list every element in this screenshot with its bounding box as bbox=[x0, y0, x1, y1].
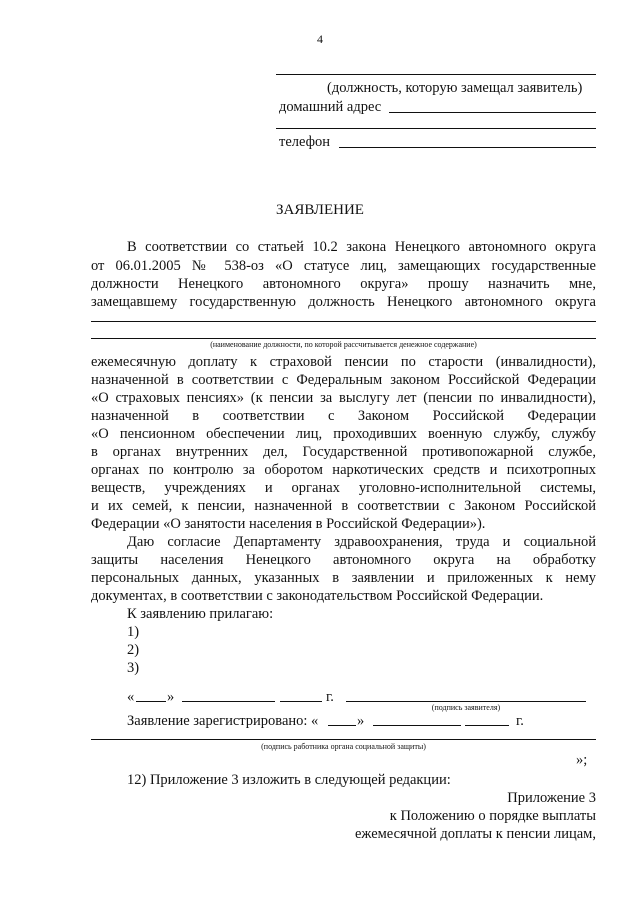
registered-year-line bbox=[465, 725, 509, 726]
intro-line-4: замещавшему государственную должность Ненецкого автономного округа bbox=[91, 294, 596, 310]
registered-day-line bbox=[328, 725, 356, 726]
body-line-9: и их семей, к пенсии, назначенной в соответствии с Законом Российской bbox=[91, 498, 596, 514]
appendix-title: Приложение 3 bbox=[507, 790, 596, 806]
position-name-line-1 bbox=[91, 321, 596, 322]
registered-year-suffix: г. bbox=[516, 713, 524, 729]
position-line bbox=[276, 74, 596, 75]
body-line-5: «О пенсионном обеспечении лиц, проходивших военную службу, службу bbox=[91, 426, 596, 442]
body-line-4: назначенной в соответствии с Законом Российской Федерации bbox=[91, 408, 596, 424]
appendix-line-1: к Положению о порядке выплаты bbox=[389, 808, 596, 824]
closing-mark: »; bbox=[576, 752, 588, 768]
body-line-8: веществ, учреждениях и органах уголовно-исполнительной системы, bbox=[91, 480, 596, 496]
phone-label: телефон bbox=[279, 134, 331, 150]
attach-item-3: 3) bbox=[127, 660, 140, 676]
registered-close-quote: » bbox=[357, 713, 365, 729]
applicant-signature-line bbox=[346, 701, 586, 702]
position-name-line-2 bbox=[91, 338, 596, 339]
address-line bbox=[389, 112, 596, 113]
date-open-quote: « bbox=[127, 689, 135, 705]
intro-line-1: В соответствии со статьей 10.2 закона Ненецкого автономного округа bbox=[127, 239, 596, 255]
position-note: (наименование должности, по которой рассчитывается денежное содержание) bbox=[210, 340, 477, 349]
address-line-2 bbox=[276, 128, 596, 129]
registered-label: Заявление зарегистрировано: « bbox=[127, 713, 319, 729]
consent-line-2: защиты населения Ненецкого автономного округа на обработку bbox=[91, 552, 596, 568]
attach-label: К заявлению прилагаю: bbox=[127, 606, 274, 622]
body-line-7: органах по контролю за оборотом наркотических средств и психотропных bbox=[91, 462, 596, 478]
body-line-3: «О страховых пенсиях» (к пенсии за выслугу лет (пенсии по инвалидности), bbox=[91, 390, 596, 406]
month-line bbox=[182, 701, 275, 702]
address-label: домашний адрес bbox=[279, 99, 382, 115]
day-line bbox=[136, 701, 166, 702]
amendment-text: 12) Приложение 3 изложить в следующей редакции: bbox=[127, 772, 451, 788]
position-caption: (должность, которую замещал заявитель) bbox=[327, 80, 583, 96]
body-line-10: Федерации «О занятости населения в Российской Федерации»). bbox=[91, 516, 486, 532]
body-line-2: назначенной в соответствии с Федеральным законом Российской Федерации bbox=[91, 372, 596, 388]
registered-month-line bbox=[373, 725, 461, 726]
body-line-6: в органах внутренних дел, Государственной противопожарной службе, bbox=[91, 444, 596, 460]
document-title: ЗАЯВЛЕНИЕ bbox=[276, 202, 364, 218]
appendix-line-2: ежемесячной доплаты к пенсии лицам, bbox=[354, 826, 596, 842]
date-year-suffix: г. bbox=[326, 689, 334, 705]
attach-item-1: 1) bbox=[127, 624, 140, 640]
signature-caption: (подпись заявителя) bbox=[431, 703, 501, 712]
year-line bbox=[280, 701, 322, 702]
page-number: 4 bbox=[317, 32, 323, 46]
worker-caption: (подпись работника органа социальной защиты) bbox=[261, 742, 426, 751]
intro-line-2: от 06.01.2005 № 538-оз «О статусе лиц, замещающих государственные bbox=[91, 258, 596, 274]
phone-line bbox=[339, 147, 596, 148]
worker-signature-line bbox=[91, 739, 596, 740]
consent-line-4: документах, в соответствии с законодательством Российской Федерации. bbox=[91, 588, 544, 604]
consent-line-3: персональных данных, указанных в заявлении и приложенных к нему bbox=[91, 570, 596, 586]
attach-item-2: 2) bbox=[127, 642, 140, 658]
date-close-quote: » bbox=[167, 689, 175, 705]
consent-line-1: Даю согласие Департаменту здравоохранения, труда и социальной bbox=[127, 534, 596, 550]
intro-line-3: должности Ненецкого автономного округа» прошу назначить мне, bbox=[91, 276, 596, 292]
body-line-1: ежемесячную доплату к страховой пенсии по старости (инвалидности), bbox=[91, 354, 596, 370]
